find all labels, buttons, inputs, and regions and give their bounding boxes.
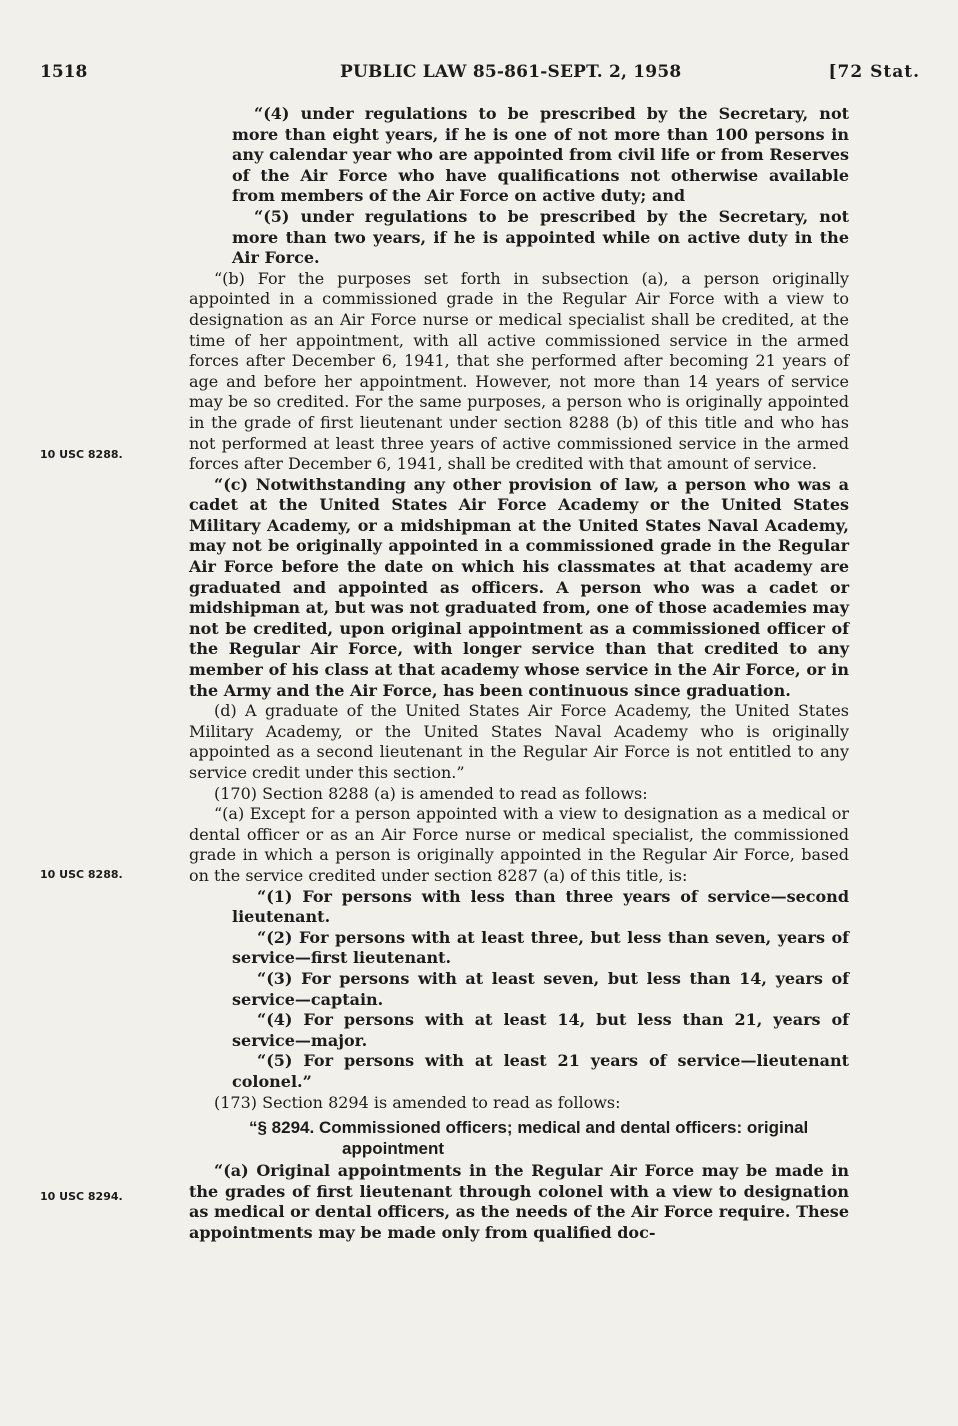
paragraph-8294-a: “(a) Original appointments in the Regular Air Force may be made in the grades of first lieutenant through colonel with a view to designation as medical or dental officers, as the needs of the Air Force require. These appointments may be made only from qualified doc-	[189, 1161, 849, 1242]
margin-note-usc-8288-second: 10 USC 8288.	[40, 868, 123, 881]
margin-note-usc-8294: 10 USC 8294.	[40, 1190, 123, 1203]
section-8294-heading	[189, 1117, 849, 1159]
grade-item-5: “(5) For persons with at least 21 years of service—lieutenant colonel.”	[232, 1051, 849, 1091]
grade-item-2: “(2) For persons with at least three, but less than seven, years of service—first lieutenant.	[232, 927, 849, 968]
statute-reference: [72 Stat.	[828, 62, 920, 82]
grade-item-3: “(3) For persons with at least seven, but less than 14, years of service—captain.	[232, 968, 849, 1009]
section-8294-heading-text: “§ 8294. Commissioned officers; medical and dental officers: original appointment	[249, 1118, 809, 1159]
paragraph-173: (173) Section 8294 is amended to read as follows:	[214, 1092, 621, 1112]
paragraph-d: (d) A graduate of the United States Air Force Academy, the United States Military Academy, or the United States Naval Academy who is originally appointed as a second lieutenant in the Regular Air Force is not entitled to any service credit under this section.”	[189, 701, 849, 782]
paragraph-a5: “(5) under regulations to be prescribed by the Secretary, not more than two years, if he is appointed while on active duty in the Air Force.	[232, 206, 849, 268]
grade-item-1: “(1) For persons with less than three years of service—second lieutenant.	[232, 886, 849, 927]
paragraph-b: “(b) For the purposes set forth in subsection (a), a person originally appointed in a commissioned grade in the Regular Air Force with a view to designation as an Air Force nurse or medical specialist shall be credited, at the time of her appointment, with all active commissioned service in the armed forces after December 6, 1941, that she performed after becoming 21 years of age and before her appointment. However, not more than 14 years of service may be so credited. For the same purposes, a person who is originally appointed in the grade of first lieutenant under section 8288 (b) of this title and who has not performed at least three years of active commissioned service in the armed forces after December 6, 1941, shall be credited with that amount of service.	[189, 268, 849, 474]
paragraph-c: “(c) Notwithstanding any other provision of law, a person who was a cadet at the United States Air Force Academy or the United States Military Academy, or a midshipman at the United States Naval Academy, may not be originally appointed in a commissioned grade in the Regular Air Force before the date on which his classmates at that academy are graduated and appointed as officers. A person who was a cadet or midshipman at, but was not graduated from, one of those academies may not be credited, upon original appointment as a commissioned officer of the Regular Air Force, with longer service than that credited to any member of his class at that academy whose service in the Air Force, or in the Army and the Air Force, has been continuous since graduation.	[189, 474, 849, 700]
grade-item-4: “(4) For persons with at least 14, but less than 21, years of service—major.	[232, 1010, 849, 1050]
page-number: 1518	[40, 62, 88, 82]
running-title: PUBLIC LAW 85-861-SEPT. 2, 1958	[340, 62, 682, 82]
page-header	[40, 62, 920, 86]
margin-note-usc-8288-first: 10 USC 8288.	[40, 448, 123, 461]
body-text	[189, 104, 849, 1243]
paragraph-170: (170) Section 8288 (a) is amended to read as follows:	[214, 783, 648, 803]
paragraph-a4: “(4) under regulations to be prescribed by the Secretary, not more than eight years, if he is one of not more than 100 persons in any calendar year who are appointed from civil life or from Reserves of the Air Force who have qualifications not otherwise available from members of the Air Force on active duty; and	[232, 104, 849, 206]
paragraph-8288-a: “(a) Except for a person appointed with a view to designation as a medical or dental officer or as an Air Force nurse or medical specialist, the commissioned grade in which a person is originally appointed in the Regular Air Force, based on the service credited under section 8287 (a) of this title, is:	[189, 804, 849, 885]
